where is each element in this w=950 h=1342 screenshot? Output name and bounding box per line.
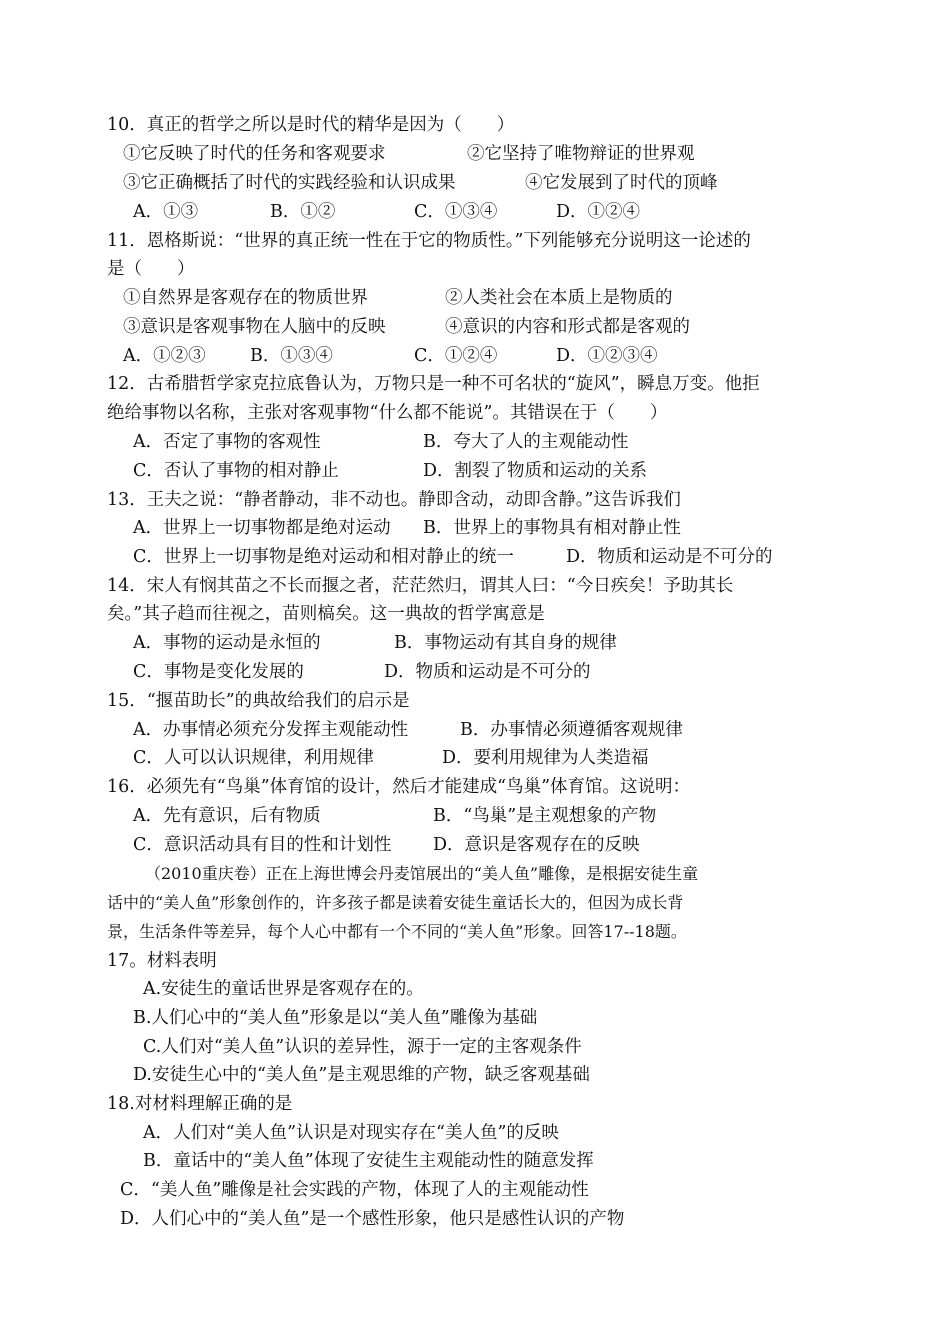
- q16-option-c: C．意识活动具有目的性和计划性: [133, 835, 392, 855]
- q10-option-a: A．①③: [133, 202, 199, 222]
- q15-option-b: B．办事情必须遵循客观规律: [460, 720, 683, 740]
- q18-option-c: C．“美人鱼”雕像是社会实践的产物，体现了人的主观能动性: [120, 1180, 589, 1200]
- q17-option-d: D.安徒生心中的“美人鱼”是主观思维的产物，缺乏客观基础: [133, 1065, 590, 1085]
- q14-option-c: C．事物是变化发展的: [133, 662, 304, 682]
- question-11-stem: 11．恩格斯说：“世界的真正统一性在于它的物质性。”下列能够充分说明这一论述的: [107, 231, 751, 251]
- question-12-stem-cont: 绝给事物以名称，主张对客观事物“什么都不能说”。其错误在于（ ）: [107, 403, 668, 423]
- question-18-stem: 18.对材料理解正确的是: [107, 1094, 293, 1114]
- passage-line-2: 话中的“美人鱼”形象创作的，许多孩子都是读着安徒生童话长大的，但因为成长背: [107, 893, 684, 912]
- q10-statement-2: ②它坚持了唯物辩证的世界观: [467, 144, 695, 164]
- question-12-stem: 12．古希腊哲学家克拉底鲁认为，万物只是一种不可名状的“旋风”，瞬息万变。他拒: [107, 374, 760, 394]
- q10-option-b: B．①②: [270, 202, 336, 222]
- q15-option-c: C．人可以认识规律，利用规律: [133, 748, 374, 768]
- q13-option-b: B．世界上的事物具有相对静止性: [423, 518, 681, 538]
- q12-option-c: C．否认了事物的相对静止: [133, 461, 339, 481]
- q16-option-b: B．“鸟巢”是主观想象的产物: [433, 806, 657, 826]
- q14-option-b: B．事物运动有其自身的规律: [394, 633, 617, 653]
- q11-statement-3: ③意识是客观事物在人脑中的反映: [123, 317, 386, 337]
- q11-option-d: D．①②③④: [556, 346, 658, 366]
- q10-option-d: D．①②④: [556, 202, 641, 222]
- q12-option-a: A．否定了事物的客观性: [133, 432, 321, 452]
- passage-line-1: （2010重庆卷）正在上海世博会丹麦馆展出的“美人鱼”雕像，是根据安徒生童: [145, 864, 699, 883]
- question-16-stem: 16．必须先有“鸟巢”体育馆的设计，然后才能建成“鸟巢”体育馆。这说明：: [107, 777, 691, 797]
- q14-option-a: A．事物的运动是永恒的: [133, 633, 321, 653]
- q11-option-a: A．①②③: [123, 346, 206, 366]
- q11-option-c: C．①②④: [414, 346, 498, 366]
- question-11-stem-cont: 是（ ）: [107, 259, 195, 279]
- q18-option-b: B．童话中的“美人鱼”体现了安徒生主观能动性的随意发挥: [143, 1151, 594, 1171]
- q15-option-a: A．办事情必须充分发挥主观能动性: [133, 720, 409, 740]
- question-17-stem: 17。材料表明: [107, 951, 217, 971]
- q11-statement-4: ④意识的内容和形式都是客观的: [445, 317, 690, 337]
- q13-option-a: A．世界上一切事物都是绝对运动: [133, 518, 391, 538]
- question-14-stem-cont: 矣。”其子趋而往视之，苗则槁矣。这一典故的哲学寓意是: [107, 604, 545, 624]
- q17-option-a: A.安徒生的童话世界是客观存在的。: [143, 979, 424, 999]
- q17-option-c: C.人们对“美人鱼”认识的差异性，源于一定的主客观条件: [143, 1037, 582, 1057]
- q12-option-d: D．割裂了物质和运动的关系: [423, 461, 648, 481]
- q10-statement-3: ③它正确概括了时代的实践经验和认识成果: [123, 173, 456, 193]
- question-15-stem: 15．“揠苗助长”的典故给我们的启示是: [107, 691, 410, 711]
- question-13-stem: 13．王夫之说：“静者静动，非不动也。静即含动，动即含静。”这告诉我们: [107, 490, 681, 510]
- q11-statement-1: ①自然界是客观存在的物质世界: [123, 288, 368, 308]
- q18-option-d: D．人们心中的“美人鱼”是一个感性形象，他只是感性认识的产物: [120, 1209, 625, 1229]
- passage-line-3: 景，生活条件等差异，每个人心中都有一个不同的“美人鱼”形象。回答17--18题。: [107, 922, 687, 941]
- q15-option-d: D．要利用规律为人类造福: [442, 748, 649, 768]
- q18-option-a: A．人们对“美人鱼”认识是对现实存在“美人鱼”的反映: [143, 1123, 559, 1143]
- q10-statement-4: ④它发展到了时代的顶峰: [525, 173, 718, 193]
- q16-option-a: A．先有意识，后有物质: [133, 806, 321, 826]
- question-10-stem: 10．真正的哲学之所以是时代的精华是因为（ ）: [107, 115, 515, 135]
- q10-statement-1: ①它反映了时代的任务和客观要求: [123, 144, 386, 164]
- q11-statement-2: ②人类社会在本质上是物质的: [445, 288, 673, 308]
- q12-option-b: B．夸大了人的主观能动性: [423, 432, 629, 452]
- question-14-stem: 14．宋人有悯其苗之不长而揠之者，茫茫然归，谓其人曰：“今日疾矣！予助其长: [107, 576, 734, 596]
- q11-option-b: B．①③④: [250, 346, 333, 366]
- q14-option-d: D．物质和运动是不可分的: [384, 662, 591, 682]
- q17-option-b: B.人们心中的“美人鱼”形象是以“美人鱼”雕像为基础: [133, 1008, 538, 1028]
- q16-option-d: D．意识是客观存在的反映: [433, 835, 640, 855]
- q13-option-c: C．世界上一切事物是绝对运动和相对静止的统一: [133, 547, 514, 567]
- q13-option-d: D．物质和运动是不可分的: [566, 547, 773, 567]
- q10-option-c: C．①③④: [414, 202, 498, 222]
